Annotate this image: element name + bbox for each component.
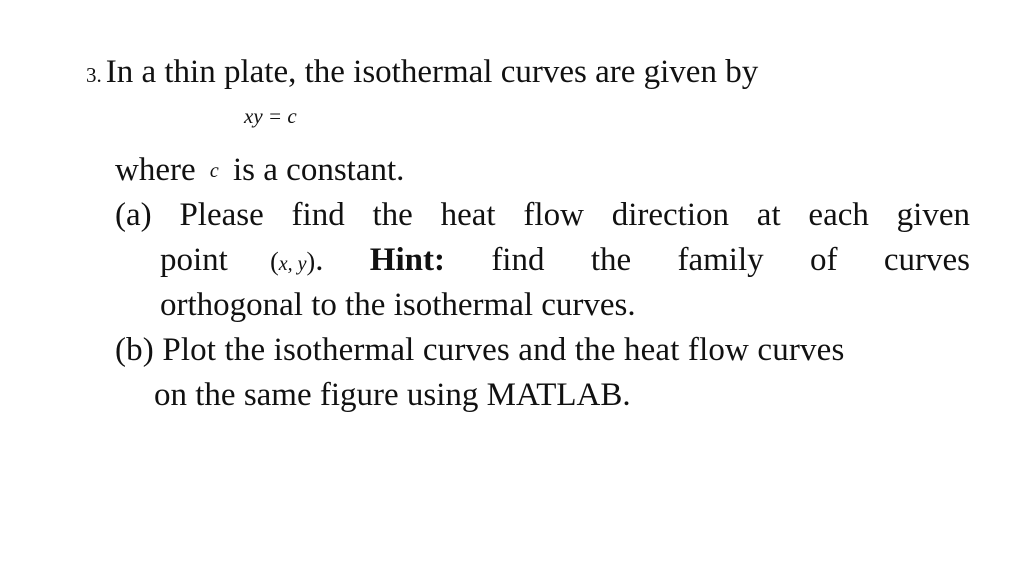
part-a-word: (a) xyxy=(115,197,152,233)
where-symbol: c xyxy=(209,160,219,182)
question-number: 3. xyxy=(86,63,102,87)
where-line xyxy=(115,150,404,191)
part-a-word: flow xyxy=(523,197,584,233)
part-a-word: find xyxy=(291,197,345,233)
question-intro: In a thin plate, the isothermal curves are given by xyxy=(105,54,759,90)
part-a-word: heat xyxy=(440,197,496,233)
part-a-word: curves xyxy=(883,242,970,278)
part-a-word: the xyxy=(590,242,632,278)
period: . xyxy=(315,242,324,278)
part-a-word: direction xyxy=(611,197,729,233)
part-a-word: each xyxy=(808,197,869,233)
part-a-word: of xyxy=(810,242,838,278)
point-vars: x, y xyxy=(278,253,307,275)
where-suffix: is a constant. xyxy=(233,152,405,188)
where-prefix: where xyxy=(115,152,196,188)
part-a-word: the xyxy=(372,197,413,233)
part-a-line-2 xyxy=(160,240,970,284)
part-a-word: family xyxy=(677,242,764,278)
part-a-word: at xyxy=(756,197,781,233)
part-a-word: given xyxy=(896,197,970,233)
point-coordinates xyxy=(236,242,323,278)
part-b-line-1: (b) Plot the isothermal curves and the heat flow curves xyxy=(115,332,845,368)
part-a-word: point xyxy=(160,242,228,278)
hint-label: Hint: xyxy=(369,242,445,278)
part-a-word: find xyxy=(491,242,545,278)
paren-close: ) xyxy=(306,247,316,276)
part-a-line-3: orthogonal to the isothermal curves. xyxy=(160,287,636,323)
part-a-point-group xyxy=(160,240,323,284)
part-a-word: Please xyxy=(179,197,264,233)
part-b-line-2: on the same figure using MATLAB. xyxy=(154,377,631,413)
part-a-line-1 xyxy=(115,195,970,235)
question-header xyxy=(86,52,758,92)
paren-open: ( xyxy=(270,247,279,276)
equation: xy = c xyxy=(244,104,297,128)
